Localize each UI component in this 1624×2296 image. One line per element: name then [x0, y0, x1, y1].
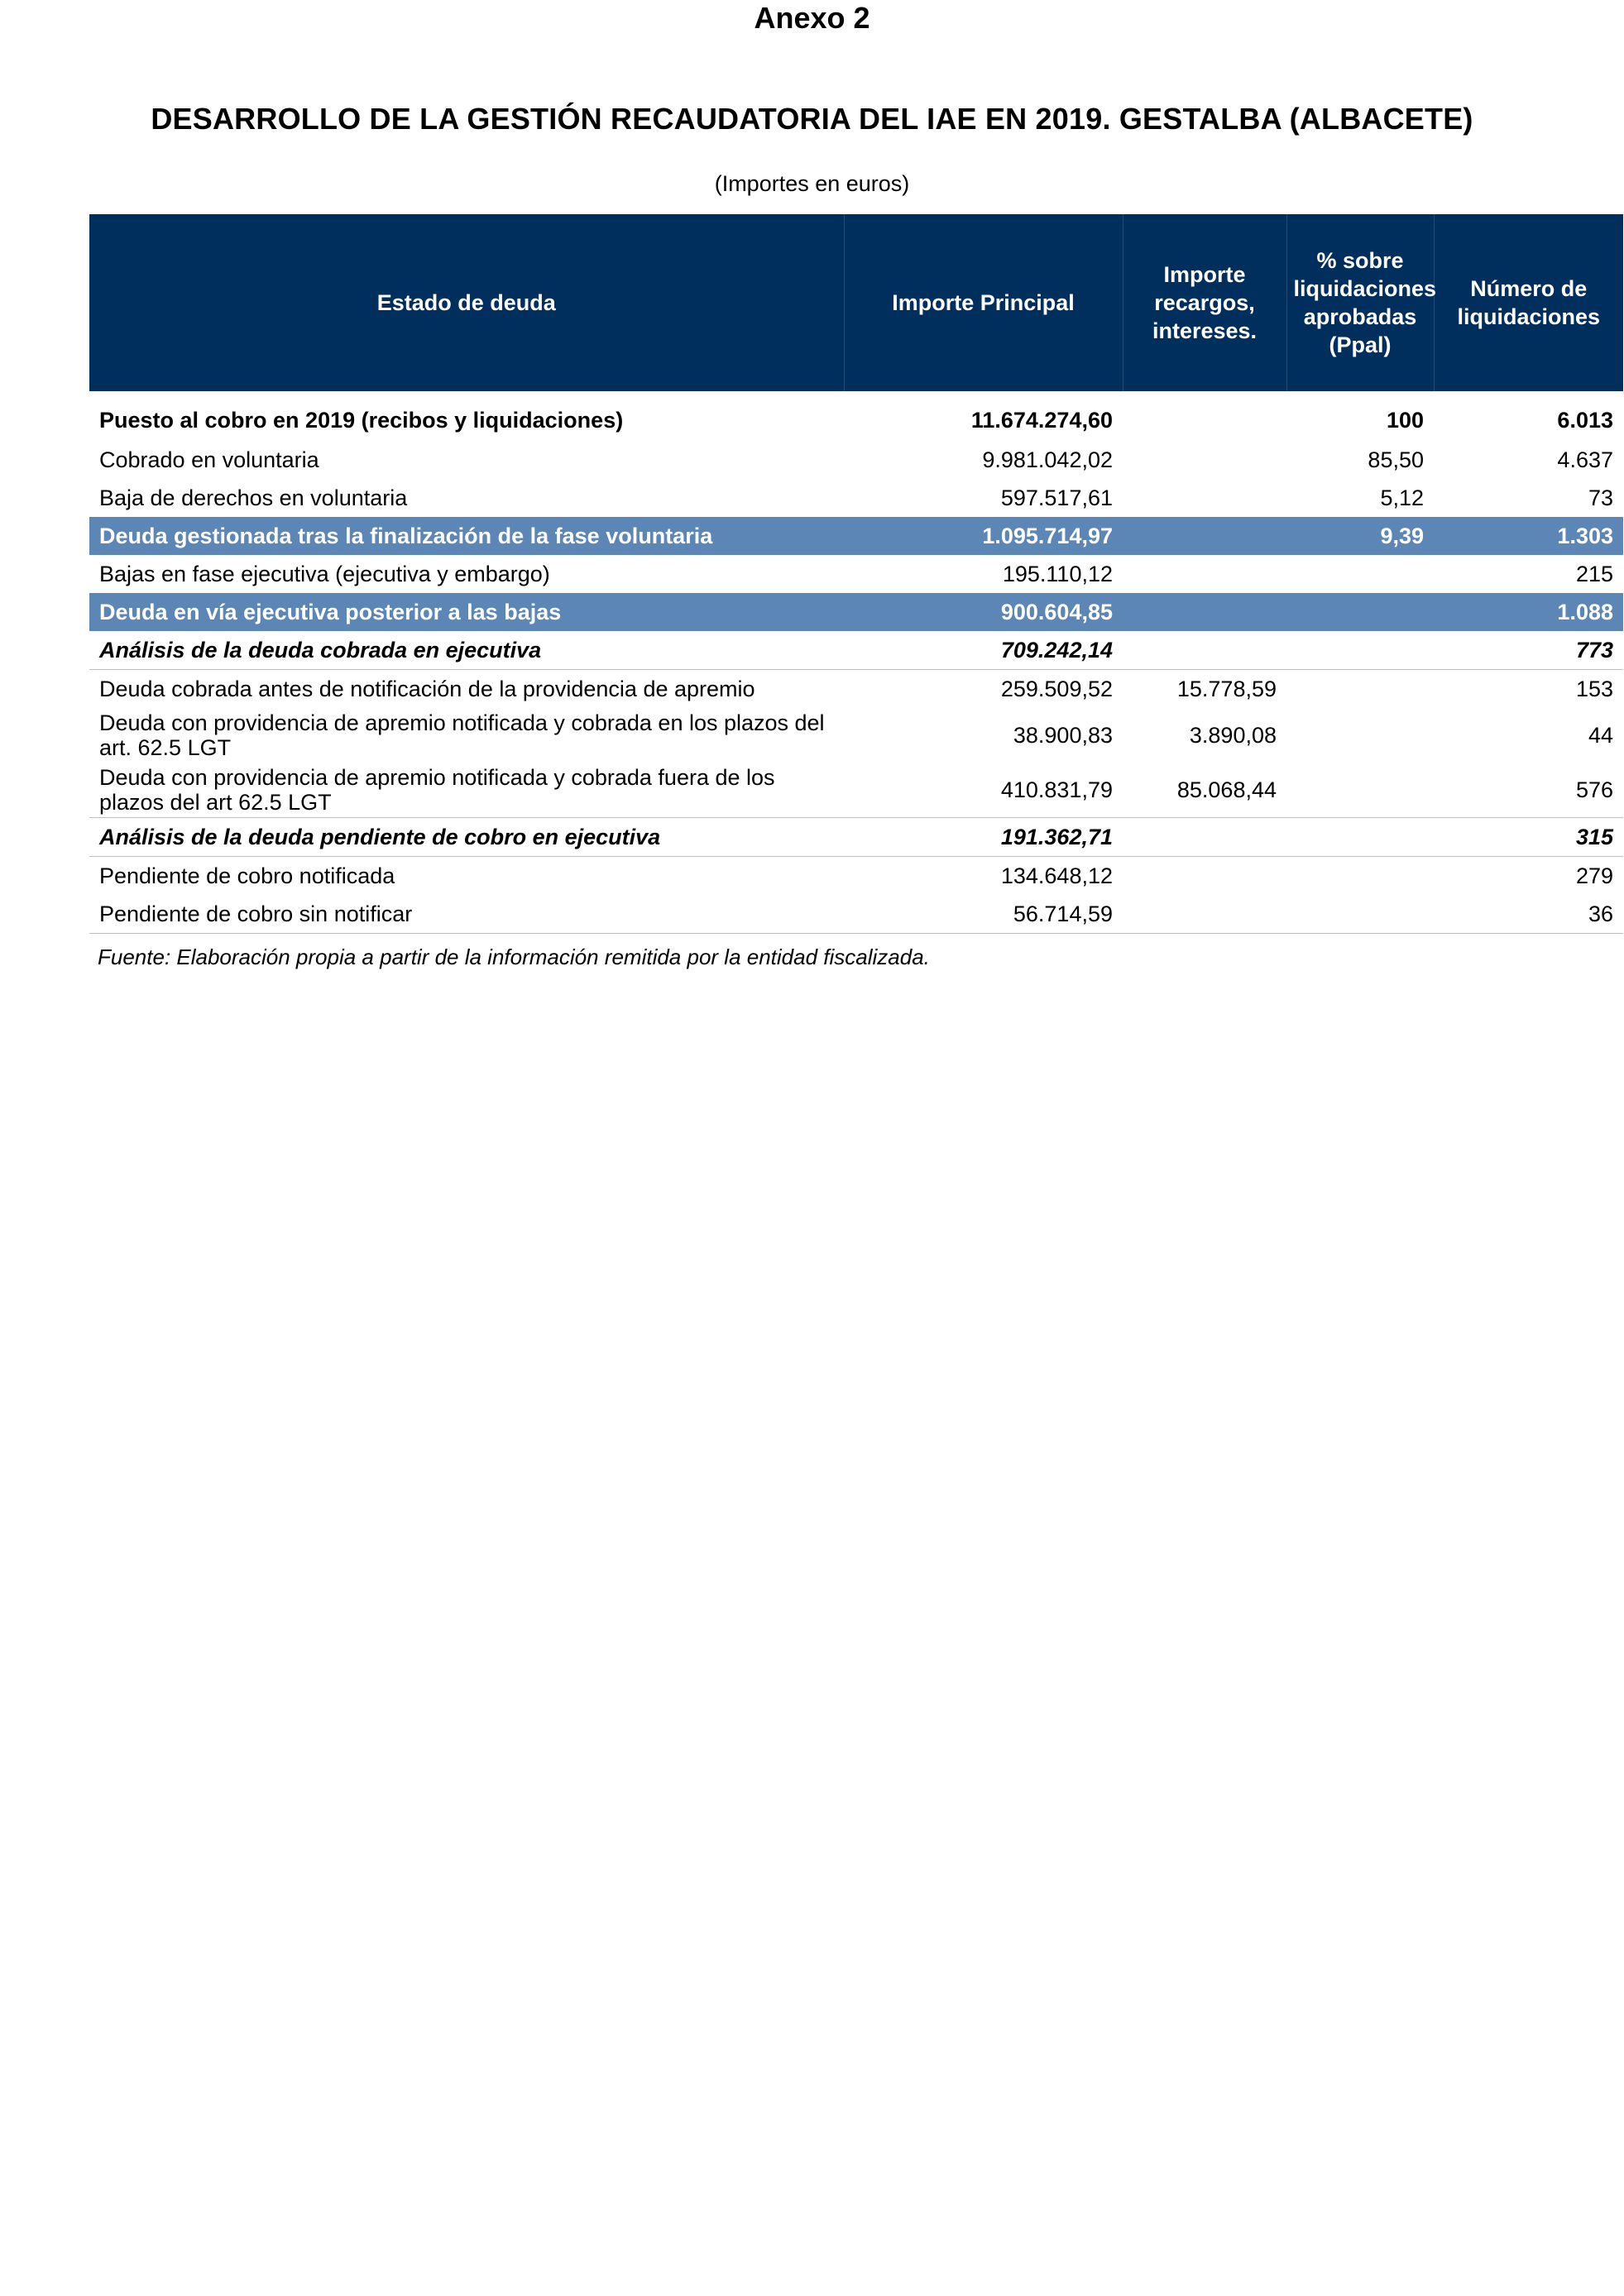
row-principal: 709.242,14 [844, 631, 1123, 670]
row-pct [1286, 857, 1434, 896]
row-recargos [1123, 479, 1286, 517]
header-estado-de-deuda: Estado de deuda [89, 214, 844, 391]
row-num: 1.303 [1434, 517, 1623, 555]
table-row-section [89, 631, 1623, 670]
row-principal: 38.900,83 [1013, 723, 1113, 748]
row-principal: 900.604,85 [844, 593, 1123, 631]
row-num: 153 [1575, 677, 1613, 701]
row-label: Deuda gestionada tras la finalización de la fase voluntaria [89, 517, 844, 555]
table-row [89, 441, 1623, 479]
header-importe-principal: Importe Principal [844, 214, 1123, 391]
table-row [89, 708, 1623, 763]
row-principal: 134.648,12 [1000, 863, 1113, 888]
row-recargos [1123, 895, 1286, 934]
table-row [89, 895, 1623, 934]
row-label: Pendiente de cobro sin notificar [89, 895, 844, 934]
row-label: Bajas en fase ejecutiva (ejecutiva y embargo) [99, 562, 550, 586]
row-pct [1286, 670, 1434, 709]
table-header [89, 214, 1623, 399]
row-num: 215 [1575, 562, 1613, 586]
row-pct: 85,50 [1368, 447, 1424, 472]
row-recargos: 15.778,59 [1176, 677, 1277, 701]
table-row [89, 399, 1623, 441]
document-title: DESARROLLO DE LA GESTIÓN RECAUDATORIA DEL IAE EN 2019. GESTALBA (ALBACETE) [151, 102, 1473, 136]
row-label: Análisis de la deuda pendiente de cobro en ejecutiva [89, 818, 844, 857]
row-principal: 1.095.714,97 [844, 517, 1123, 555]
row-recargos [1123, 517, 1286, 555]
row-pct [1286, 708, 1434, 763]
row-label: Puesto al cobro en 2019 (recibos y liquidaciones) [99, 408, 624, 433]
header-importe-recargos: Importe recargos, intereses. [1123, 214, 1286, 391]
row-principal: 195.110,12 [1002, 562, 1113, 586]
row-pct [1286, 631, 1434, 670]
header-numero-liquidaciones: Número de liquidaciones [1434, 214, 1623, 391]
row-pct [1286, 593, 1434, 631]
row-num: 773 [1434, 631, 1623, 670]
row-num: 4.637 [1557, 447, 1613, 472]
row-num: 315 [1434, 818, 1623, 857]
table-row-highlight [89, 517, 1623, 555]
row-label: Deuda cobrada antes de notificación de la providencia de apremio [99, 677, 755, 701]
row-label: Pendiente de cobro notificada [99, 863, 395, 888]
row-num: 73 [1588, 486, 1613, 510]
row-pct [1286, 555, 1434, 593]
row-pct: 5,12 [1380, 486, 1424, 510]
header-porcentaje: % sobre liquidaciones aprobadas (Ppal) [1286, 214, 1434, 391]
row-principal: 410.831,79 [844, 763, 1123, 818]
table-row [89, 857, 1623, 896]
table-body [89, 399, 1623, 934]
row-label: Deuda con providencia de apremio notificada y cobrada fuera de los plazos del art 62.5 LGT [89, 763, 844, 818]
row-num: 6.013 [1557, 408, 1613, 433]
row-label: Deuda en vía ejecutiva posterior a las bajas [89, 593, 844, 631]
row-num: 44 [1588, 723, 1613, 748]
row-pct [1286, 763, 1434, 818]
table-row [89, 670, 1623, 709]
row-principal: 11.674.274,60 [970, 408, 1113, 433]
table-row-highlight [89, 593, 1623, 631]
row-recargos [1123, 555, 1286, 593]
row-recargos [1123, 818, 1286, 857]
row-pct [1286, 818, 1434, 857]
table-row [89, 555, 1623, 593]
row-principal: 597.517,61 [1000, 486, 1113, 510]
table-row [89, 479, 1623, 517]
units-note: (Importes en euros) [714, 171, 910, 196]
row-principal: 56.714,59 [844, 895, 1123, 934]
table-row [89, 763, 1623, 818]
row-pct: 100 [1386, 408, 1424, 433]
row-num: 279 [1575, 863, 1613, 888]
row-label: Deuda con providencia de apremio notificada y cobrada en los plazos del art. 62.5 LGT [99, 710, 825, 760]
row-principal: 259.509,52 [1000, 677, 1113, 701]
row-pct: 9,39 [1286, 517, 1434, 555]
row-recargos: 3.890,08 [1189, 723, 1277, 748]
row-num: 576 [1434, 763, 1623, 818]
row-label: Baja de derechos en voluntaria [99, 486, 408, 510]
row-label: Cobrado en voluntaria [99, 447, 319, 472]
row-recargos [1123, 631, 1286, 670]
row-recargos [1123, 857, 1286, 896]
annex-label: Anexo 2 [754, 1, 870, 35]
collection-table [89, 214, 1623, 934]
row-recargos [1123, 593, 1286, 631]
row-recargos: 85.068,44 [1123, 763, 1286, 818]
table-row-section [89, 818, 1623, 857]
row-pct [1286, 895, 1434, 934]
row-recargos [1123, 441, 1286, 479]
row-principal: 191.362,71 [844, 818, 1123, 857]
row-principal: 9.981.042,02 [982, 447, 1113, 472]
row-label: Análisis de la deuda cobrada en ejecutiva [89, 631, 844, 670]
row-recargos [1123, 399, 1286, 441]
source-note: Fuente: Elaboración propia a partir de la información remitida por la entidad fiscalizada. [98, 945, 930, 969]
row-num: 36 [1434, 895, 1623, 934]
row-num: 1.088 [1434, 593, 1623, 631]
